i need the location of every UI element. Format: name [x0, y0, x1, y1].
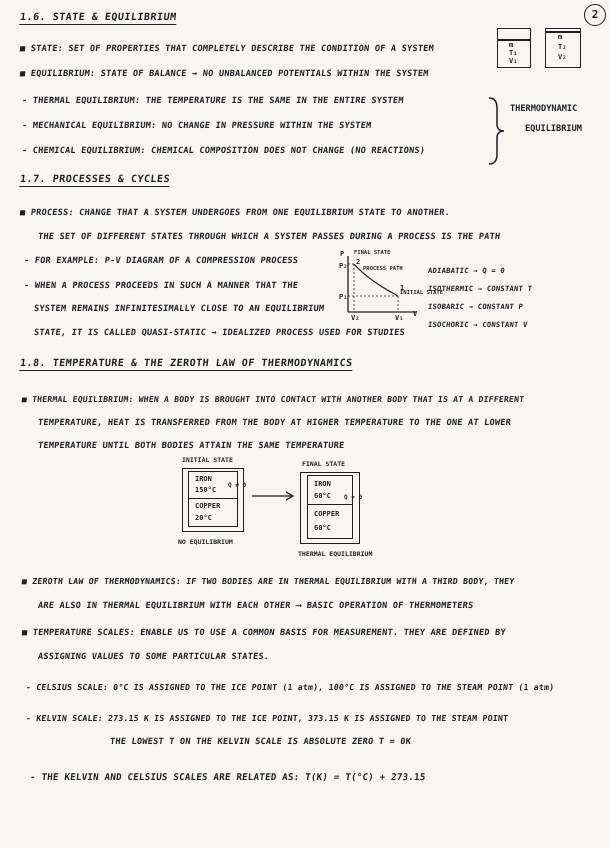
system-box-2 [545, 28, 581, 68]
initial-iron: IRON [195, 475, 212, 483]
final-iron: IRON [314, 480, 331, 488]
section-title-1-7: 1.7. PROCESSES & CYCLES [19, 174, 171, 185]
thermal-equilibrium-line: - THERMAL EQUILIBRIUM: THE TEMPERATURE IS THE SAME IN THE ENTIRE SYSTEM [21, 96, 405, 106]
initial-state-label: INITIAL STATE [182, 456, 233, 464]
transition-arrow [252, 491, 297, 501]
pv-process-path: PROCESS PATH [363, 266, 403, 272]
zeroth-law-line-1: ■ ZEROTH LAW OF THERMODYNAMICS: IF TWO BODIES ARE IN THERMAL EQUILIBRIUM WITH A THIRD BODY, THEY [21, 576, 515, 586]
path-definition: THE SET OF DIFFERENT STATES THROUGH WHICH A SYSTEM PASSES DURING A PROCESS IS THE PATH [37, 232, 501, 242]
temp-scales-line-1: ■ TEMPERATURE SCALES: ENABLE US TO USE A COMMON BASIS FOR MEASUREMENT. THEY ARE DEFINED BY [21, 628, 507, 638]
final-copper-temp: 60°C [314, 524, 331, 532]
initial-inner-box [188, 471, 238, 527]
box1-t: T₁ [509, 49, 518, 57]
temp-scales-line-2: ASSIGNING VALUES TO SOME PARTICULAR STATES. [37, 652, 270, 662]
state-definition: ■ STATE: SET OF PROPERTIES THAT COMPLETELY DESCRIBE THE CONDITION OF A SYSTEM [19, 44, 435, 54]
initial-copper-temp: 20°C [195, 514, 212, 522]
process-definition: ■ PROCESS: CHANGE THAT A SYSTEM UNDERGOES FROM ONE EQUILIBRIUM STATE TO ANOTHER. [19, 208, 451, 218]
final-heat: Q = 0 [344, 494, 363, 501]
box2-v: V₂ [558, 53, 567, 61]
pv-v1: V₁ [395, 314, 404, 322]
thermal-eq-line-2: TEMPERATURE, HEAT IS TRANSFERRED FROM THE BODY AT HIGHER TEMPERATURE TO THE ONE AT LOWER [37, 418, 512, 428]
section-title-1-8: 1.8. TEMPERATURE & THE ZEROTH LAW OF THERMODYNAMICS [19, 358, 354, 369]
pv-final-state: FINAL STATE [354, 250, 391, 256]
thermal-eq-line-3: TEMPERATURE UNTIL BOTH BODIES ATTAIN THE SAME TEMPERATURE [37, 441, 345, 451]
quasi-static-line-1: - WHEN A PROCESS PROCEEDS IN SUCH A MANNER THAT THE [23, 281, 299, 291]
pv-point-1: 1 [400, 284, 405, 292]
kelvin-scale-line-2: THE LOWEST T ON THE KELVIN SCALE IS ABSOLUTE ZERO T = 0K [109, 737, 412, 747]
pv-point-2: 2 [356, 258, 361, 266]
final-state-label: FINAL STATE [302, 460, 346, 468]
process-isobaric: ISOBARIC → CONSTANT P [427, 302, 524, 311]
initial-iron-temp: 150°C [195, 486, 217, 494]
box2-m: m [558, 33, 563, 41]
pv-p1: P₁ [339, 293, 348, 301]
thermal-eq-line-1: ■ THERMAL EQUILIBRIUM: WHEN A BODY IS BROUGHT INTO CONTACT WITH ANOTHER BODY THAT IS AT A DIFFERENT [21, 394, 525, 404]
thermal-equilibrium-label: THERMAL EQUILIBRIUM [298, 550, 373, 558]
pv-example-line: - FOR EXAMPLE: P-V DIAGRAM OF A COMPRESSION PROCESS [23, 256, 299, 266]
initial-heat: Q ≠ 0 [228, 482, 247, 489]
box2-t: T₂ [558, 43, 567, 51]
process-isothermic: ISOTHERMIC → CONSTANT T [427, 284, 533, 293]
celsius-scale-line: - CELSIUS SCALE: 0°C IS ASSIGNED TO THE ICE POINT (1 atm), 100°C IS ASSIGNED TO THE STEAM POINT (1 atm) [25, 682, 555, 692]
process-adiabatic: ADIABATIC → Q = 0 [427, 266, 506, 275]
process-isochoric: ISOCHORIC → CONSTANT V [427, 320, 529, 329]
chemical-equilibrium-line: - CHEMICAL EQUILIBRIUM: CHEMICAL COMPOSITION DOES NOT CHANGE (NO REACTIONS) [21, 146, 426, 156]
final-copper: COPPER [314, 510, 340, 518]
quasi-static-line-2: SYSTEM REMAINS INFINITESIMALLY CLOSE TO AN EQUILIBRIUM [33, 304, 325, 314]
final-state-box [300, 472, 363, 544]
box1-v: V₁ [509, 57, 518, 65]
equilibrium-definition: ■ EQUILIBRIUM: STATE OF BALANCE → NO UNBALANCED POTENTIALS WITHIN THE SYSTEM [19, 69, 429, 79]
pv-v: V [413, 310, 418, 318]
zeroth-law-line-2: ARE ALSO IN THERMAL EQUILIBRIUM WITH EACH OTHER ⟶ BASIC OPERATION OF THERMOMETERS [37, 601, 474, 611]
kelvin-scale-line-1: - KELVIN SCALE: 273.15 K IS ASSIGNED TO THE ICE POINT, 373.15 K IS ASSIGNED TO THE STEAM POINT [25, 713, 509, 723]
section-title-1-6: 1.6. STATE & EQUILIBRIUM [19, 12, 178, 23]
mechanical-equilibrium-line: - MECHANICAL EQUILIBRIUM: NO CHANGE IN PRESSURE WITHIN THE SYSTEM [21, 121, 372, 131]
page-number: 2 [584, 4, 606, 26]
pv-p2: P₂ [339, 262, 348, 270]
pv-v2: V₂ [351, 314, 360, 322]
no-equilibrium-label: NO EQUILIBRIUM [178, 538, 233, 546]
quasi-static-line-3: STATE, IT IS CALLED QUASI-STATIC → IDEALIZED PROCESS USED FOR STUDIES [33, 328, 406, 338]
brace-label-thermodynamic: THERMODYNAMIC [510, 104, 578, 114]
initial-state-box [182, 468, 247, 532]
brace [487, 96, 507, 166]
initial-copper: COPPER [195, 502, 221, 510]
pv-p-label: P [340, 250, 345, 258]
final-inner-box [307, 475, 353, 539]
box1-m: m [509, 41, 514, 49]
kelvin-celsius-relation: - THE KELVIN AND CELSIUS SCALES ARE RELATED AS: T(K) = T(°C) + 273.15 [29, 772, 427, 783]
pv-initial-state: INITIAL STATE [400, 290, 444, 296]
system-box-1 [497, 28, 531, 68]
pv-diagram [338, 250, 418, 320]
brace-label-equilibrium: EQUILIBRIUM [525, 124, 582, 134]
final-iron-temp: 60°C [314, 492, 331, 500]
